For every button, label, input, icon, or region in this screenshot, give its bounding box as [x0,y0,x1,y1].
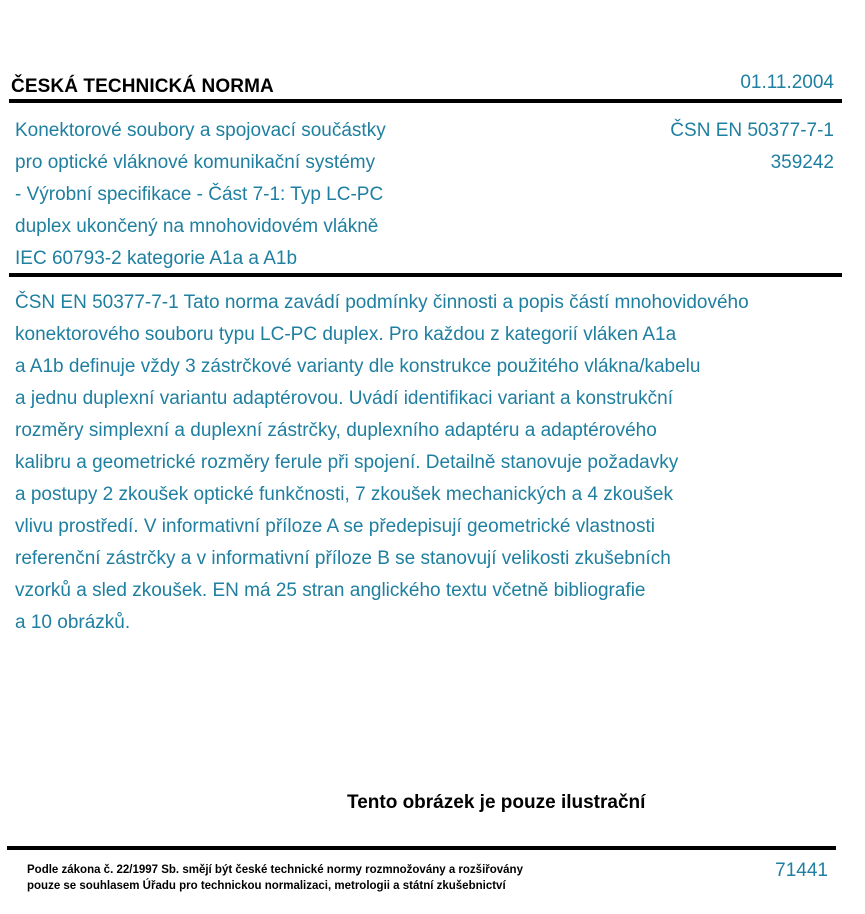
abstract-line: a postupy 2 zkoušek optické funkčnosti, 7 zkoušek mechanických a 4 zkoušek [15,484,673,505]
abstract-line: konektorového souboru typu LC-PC duplex. Pro každou z kategorií vláken A1a [15,324,677,345]
copyright-notice [27,862,523,894]
copyright-line: Podle zákona č. 22/1997 Sb. smějí být české technické normy rozmnožovány a rozšiřovány [27,864,523,876]
document-title: ČESKÁ TECHNICKÁ NORMA [11,76,274,97]
standard-designation: ČSN EN 50377-7-1 [670,120,834,141]
abstract [15,287,749,639]
header-rule [9,99,842,103]
subject-line: Konektorové soubory a spojovací součástky [15,120,386,141]
subject-line: - Výrobní specifikace - Část 7-1: Typ LC-PC [15,184,384,205]
section-rule [9,273,842,277]
abstract-line: referenční zástrčky a v informativní příloze B se stanovují velikosti zkušebních [15,548,671,569]
subject-line: IEC 60793-2 kategorie A1a a A1b [15,248,298,269]
copyright-line: pouze se souhlasem Úřadu pro technickou normalizaci, metrologii a státní zkušebnictví [27,880,506,892]
abstract-line: a jednu duplexní variantu adaptérovou. Uvádí identifikaci variant a konstrukční [15,388,674,409]
illustration-note: Tento obrázek je pouze ilustrační [347,792,646,813]
abstract-line: rozměry simplexní a duplexní zástrčky, duplexního adaptéru a adaptérového [15,420,657,441]
abstract-line: ČSN EN 50377-7-1 Tato norma zavádí podmínky činnosti a popis částí mnohovidového [15,292,749,313]
abstract-line: kalibru a geometrické rozměry ferule při spojení. Detailně stanovuje požadavky [15,452,679,473]
classification-number: 359242 [770,152,834,173]
subject-line: pro optické vláknové komunikační systémy [15,152,376,173]
issue-date: 01.11.2004 [740,72,834,93]
standard-identification [670,115,834,179]
abstract-line: a 10 obrázků. [15,612,131,633]
standard-subject [15,115,455,275]
abstract-line: vlivu prostředí. V informativní příloze A se předepisují geometrické vlastnosti [15,516,655,537]
price-code: 71441 [775,860,828,881]
subject-line: duplex ukončený na mnohovidovém vlákně [15,216,379,237]
abstract-line: a A1b definuje vždy 3 zástrčkové varianty dle konstrukce použitého vlákna/kabelu [15,356,701,377]
abstract-line: vzorků a sled zkoušek. EN má 25 stran anglického textu včetně bibliografie [15,580,646,601]
footer-rule [7,846,836,850]
